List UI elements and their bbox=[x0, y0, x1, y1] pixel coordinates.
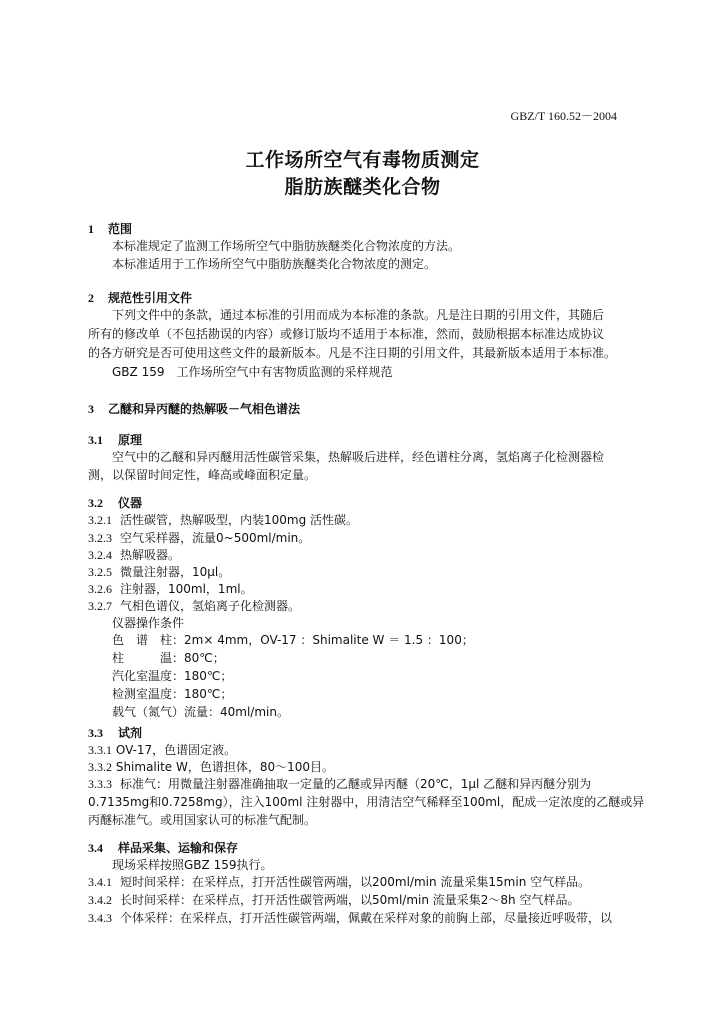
conditions-title: 仪器操作条件 bbox=[112, 616, 185, 630]
item-text: 活性碳管，热解吸型，内装100mg 活性碳。 bbox=[120, 513, 359, 527]
paragraph: 测，以保留时间定性，峰高或峰面积定量。 bbox=[88, 468, 317, 482]
item-text: 长时间采样：在采样点，打开活性碳管两端，以50ml/min 流量采集2～8h 空气样品。 bbox=[120, 893, 580, 907]
item-text: 个体采样：在采样点，打开活性碳管两端，佩戴在采样对象的前胸上部，尽量接近呼吸带，以 bbox=[120, 911, 613, 925]
subsection-title: 仪器 bbox=[118, 496, 143, 510]
item-number: 3.2.1 bbox=[88, 513, 112, 527]
item-text: 气相色谱仪，氢焰离子化检测器。 bbox=[120, 599, 301, 613]
subsection-3-2-heading bbox=[88, 495, 142, 511]
item-number: 3.2.5 bbox=[88, 565, 112, 579]
section-number: 1 bbox=[88, 222, 94, 236]
condition-line: 色 谱 柱：2m× 4mm，OV-17 ：Shimalite W ＝ 1.5 ：100； bbox=[112, 633, 474, 647]
item-number: 3.4.3 bbox=[88, 911, 112, 925]
subsection-title: 原理 bbox=[118, 433, 143, 447]
item-text: 热解吸器。 bbox=[120, 548, 181, 562]
paragraph: 现场采样按照GBZ 159执行。 bbox=[112, 858, 273, 872]
section-number: 2 bbox=[88, 291, 94, 305]
item-number: 3.4.1 bbox=[88, 875, 112, 889]
item-text: 标准气：用微量注射器准确抽取一定量的乙醚或异丙醚（20℃，1µl 乙醚和异丙醚分别为 bbox=[120, 777, 592, 791]
subsection-number: 3.1 bbox=[88, 433, 103, 447]
paragraph: 下列文件中的条款，通过本标准的引用而成为本标准的条款。凡是注日期的引用文件，其随后 bbox=[112, 308, 605, 322]
item-text: Shimalite W，色谱担体，80～100目。 bbox=[115, 760, 335, 774]
item-number: 3.3.3 bbox=[88, 777, 112, 791]
condition-line: 汽化室温度：180℃； bbox=[112, 669, 233, 683]
section-number: 3 bbox=[88, 402, 94, 416]
subsection-3-4-heading bbox=[88, 840, 238, 856]
list-item bbox=[88, 874, 590, 890]
list-item bbox=[88, 776, 591, 792]
section-title: 乙醚和异丙醚的热解吸－气相色谱法 bbox=[108, 402, 301, 416]
paragraph: 所有的修改单（不包括勘误的内容）或修订版均不适用于本标准，然而，鼓励根据本标准达成协议 bbox=[88, 327, 605, 341]
list-item bbox=[88, 598, 300, 614]
paragraph: 的各方研究是否可使用这些文件的最新版本。凡是不注日期的引用文件，其最新版本适用于本标准。 bbox=[88, 346, 617, 360]
paragraph: 本标准规定了监测工作场所空气中脂肪族醚类化合物浓度的方法。 bbox=[112, 239, 461, 253]
item-number: 3.3.1 bbox=[88, 743, 112, 757]
list-item bbox=[88, 530, 310, 546]
condition-line: 柱 温：80℃； bbox=[112, 651, 225, 665]
list-item bbox=[88, 892, 579, 908]
section-title: 规范性引用文件 bbox=[108, 291, 193, 305]
condition-line: 载气（氮气）流量：40ml/min。 bbox=[112, 705, 289, 719]
item-text: 空气采样器，流量0~500ml/min。 bbox=[120, 531, 311, 545]
item-number: 3.2.7 bbox=[88, 599, 112, 613]
section-3-heading bbox=[88, 401, 300, 417]
subsection-3-1-heading bbox=[88, 432, 142, 448]
list-item bbox=[88, 547, 180, 563]
section-2-heading bbox=[88, 290, 192, 306]
item-number: 3.2.3 bbox=[88, 531, 112, 545]
subsection-3-3-heading bbox=[88, 725, 142, 741]
list-item bbox=[88, 742, 236, 758]
document-title-line2: 脂肪族醚类化合物 bbox=[284, 176, 441, 198]
subsection-number: 3.2 bbox=[88, 496, 103, 510]
paragraph: 本标准适用于工作场所空气中脂肪族醚类化合物浓度的测定。 bbox=[112, 257, 437, 271]
condition-line: 检测室温度：180℃； bbox=[112, 687, 233, 701]
standard-code: GBZ/T 160.52－2004 bbox=[510, 109, 617, 123]
subsection-number: 3.3 bbox=[88, 726, 103, 740]
section-title: 范围 bbox=[108, 222, 133, 236]
item-number: 3.3.2 bbox=[88, 760, 112, 774]
item-text: OV-17，色谱固定液。 bbox=[115, 743, 237, 757]
list-item bbox=[88, 759, 334, 775]
list-item bbox=[88, 910, 612, 926]
item-text: 注射器，100ml，1ml。 bbox=[120, 582, 253, 596]
document-title-line1: 工作场所空气有毒物质测定 bbox=[245, 149, 480, 171]
list-item bbox=[88, 581, 253, 597]
item-text: 短时间采样：在采样点，打开活性碳管两端，以200ml/min 流量采集15min 空气样品。 bbox=[120, 875, 591, 889]
subsection-title: 样品采集、运输和保存 bbox=[118, 841, 239, 855]
section-1-heading bbox=[88, 221, 132, 237]
list-item bbox=[88, 564, 230, 580]
subsection-title: 试剂 bbox=[118, 726, 143, 740]
reference-item: GBZ 159 工作场所空气中有害物质监测的采样规范 bbox=[112, 365, 393, 379]
item-number: 3.2.4 bbox=[88, 548, 112, 562]
paragraph: 丙醚标准气。或用国家认可的标准气配制。 bbox=[88, 813, 317, 827]
item-number: 3.2.6 bbox=[88, 582, 112, 596]
paragraph: 0.7135mg和0.7258mg），注入100ml 注射器中，用清洁空气稀释至100ml，配成一定浓度的乙醚或异 bbox=[88, 795, 645, 809]
list-item bbox=[88, 512, 358, 528]
paragraph: 空气中的乙醚和异丙醚用活性碳管采集，热解吸后进样，经色谱柱分离，氢焰离子化检测器检 bbox=[112, 450, 605, 464]
item-number: 3.4.2 bbox=[88, 893, 112, 907]
item-text: 微量注射器，10µl。 bbox=[120, 565, 231, 579]
subsection-number: 3.4 bbox=[88, 841, 103, 855]
